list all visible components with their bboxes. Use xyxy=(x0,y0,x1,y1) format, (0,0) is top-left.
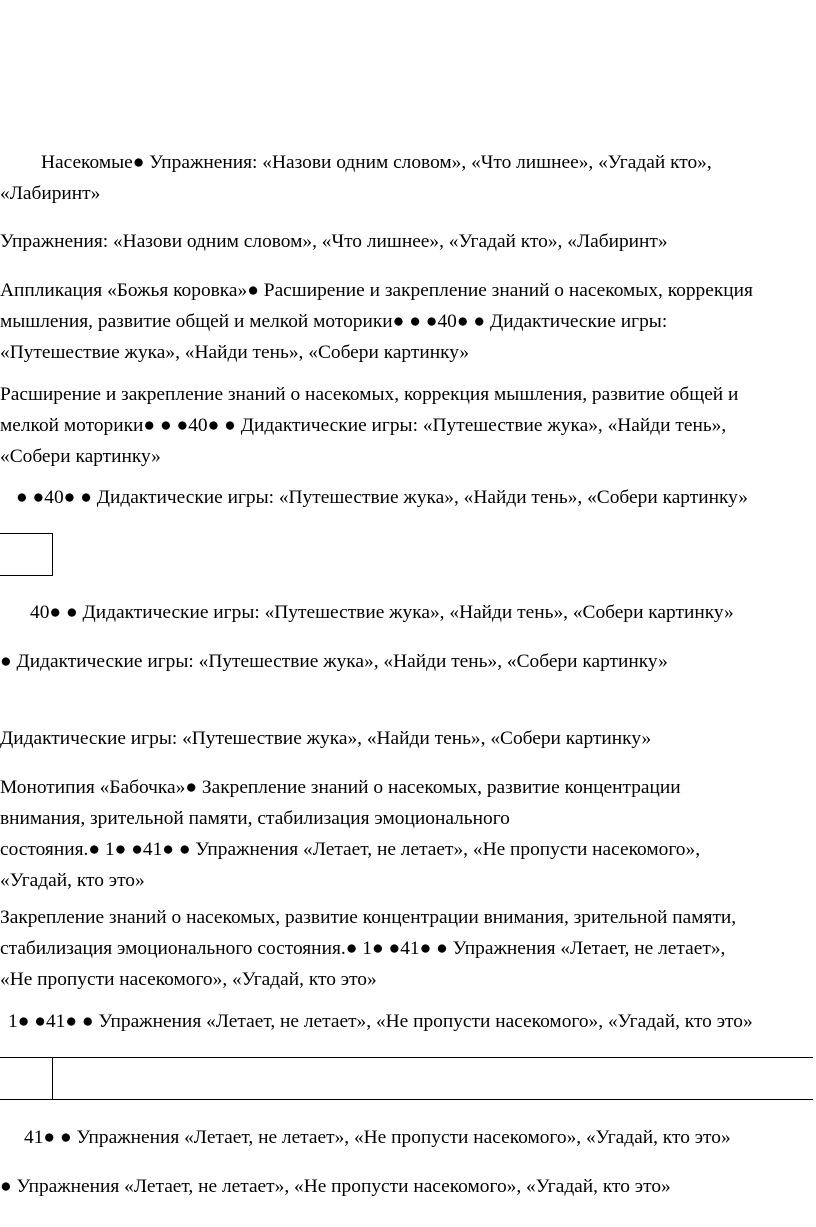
paragraph-knowledge-expansion xyxy=(0,379,816,472)
text-line: мелкой моторики● ● ●40● ● Дидактические игры: «Путешествие жука», «Найди тень», xyxy=(0,415,727,436)
text-line: Расширение и закрепление знаний о насекомых, коррекция мышления, развитие общей и xyxy=(0,384,739,405)
text-line: мышления, развитие общей и мелкой моторики● ● ●40● ● Дидактические игры: xyxy=(0,311,668,332)
text-line: «Путешествие жука», «Найди тень», «Собери картинку» xyxy=(0,342,470,363)
paragraph-didactic-games-1 xyxy=(0,482,816,513)
paragraph-exercises xyxy=(0,226,816,257)
paragraph-exercises-flies-1 xyxy=(0,1006,816,1037)
paragraph-insects-exercises xyxy=(0,147,816,209)
text-line: Насекомые● Упражнения: «Назови одним словом», «Что лишнее», «Угадай кто», xyxy=(41,152,712,173)
paragraph-didactic-games-4 xyxy=(0,723,816,754)
text-line: Упражнения: «Назови одним словом», «Что лишнее», «Угадай кто», «Лабиринт» xyxy=(0,231,668,252)
text-line: 1● ●41● ● Упражнения «Летает, не летает», «Не пропусти насекомого», «Угадай, кто это» xyxy=(8,1011,753,1032)
text-line: ● Дидактические игры: «Путешествие жука», «Найди тень», «Собери картинку» xyxy=(0,651,668,672)
text-line: 41● ● Упражнения «Летает, не летает», «Не пропусти насекомого», «Угадай, кто это» xyxy=(24,1127,731,1148)
text-line: Дидактические игры: «Путешествие жука», «Найди тень», «Собери картинку» xyxy=(0,728,652,749)
text-line: ● ●40● ● Дидактические игры: «Путешествие жука», «Найди тень», «Собери картинку» xyxy=(16,487,748,508)
text-line: «Собери картинку» xyxy=(0,446,161,467)
table-row-box xyxy=(0,1057,813,1100)
paragraph-exercises-flies-3 xyxy=(0,1171,816,1202)
text-line: 40● ● Дидактические игры: «Путешествие жука», «Найди тень», «Собери картинку» xyxy=(30,602,734,623)
text-line: ● Упражнения «Летает, не летает», «Не пропусти насекомого», «Угадай, кто это» xyxy=(0,1176,671,1197)
text-line: внимания, зрительной памяти, стабилизация эмоционального xyxy=(0,808,510,829)
table-column-divider xyxy=(52,1057,53,1099)
paragraph-exercises-flies-2 xyxy=(0,1122,816,1153)
paragraph-applique-ladybug xyxy=(0,275,816,368)
paragraph-didactic-games-2 xyxy=(0,597,816,628)
text-line: «Лабиринт» xyxy=(0,183,101,204)
paragraph-monotype-butterfly xyxy=(0,772,816,896)
text-line: Аппликация «Божья коровка»● Расширение и закрепление знаний о насекомых, коррекция xyxy=(0,280,753,301)
text-line: Монотипия «Бабочка»● Закрепление знаний о насекомых, развитие концентрации xyxy=(0,777,681,798)
text-line: Закрепление знаний о насекомых, развитие концентрации внимания, зрительной памяти, xyxy=(0,907,737,928)
text-line: стабилизация эмоционального состояния.● 1● ●41● ● Упражнения «Летает, не летает», xyxy=(0,938,726,959)
text-line: «Угадай, кто это» xyxy=(0,870,145,891)
paragraph-didactic-games-3 xyxy=(0,646,816,677)
paragraph-knowledge-consolidation xyxy=(0,902,816,995)
text-line: «Не пропусти насекомого», «Угадай, кто это» xyxy=(0,969,377,990)
table-cell-box xyxy=(0,533,53,576)
text-line: состояния.● 1● ●41● ● Упражнения «Летает, не летает», «Не пропусти насекомого», xyxy=(0,839,701,860)
